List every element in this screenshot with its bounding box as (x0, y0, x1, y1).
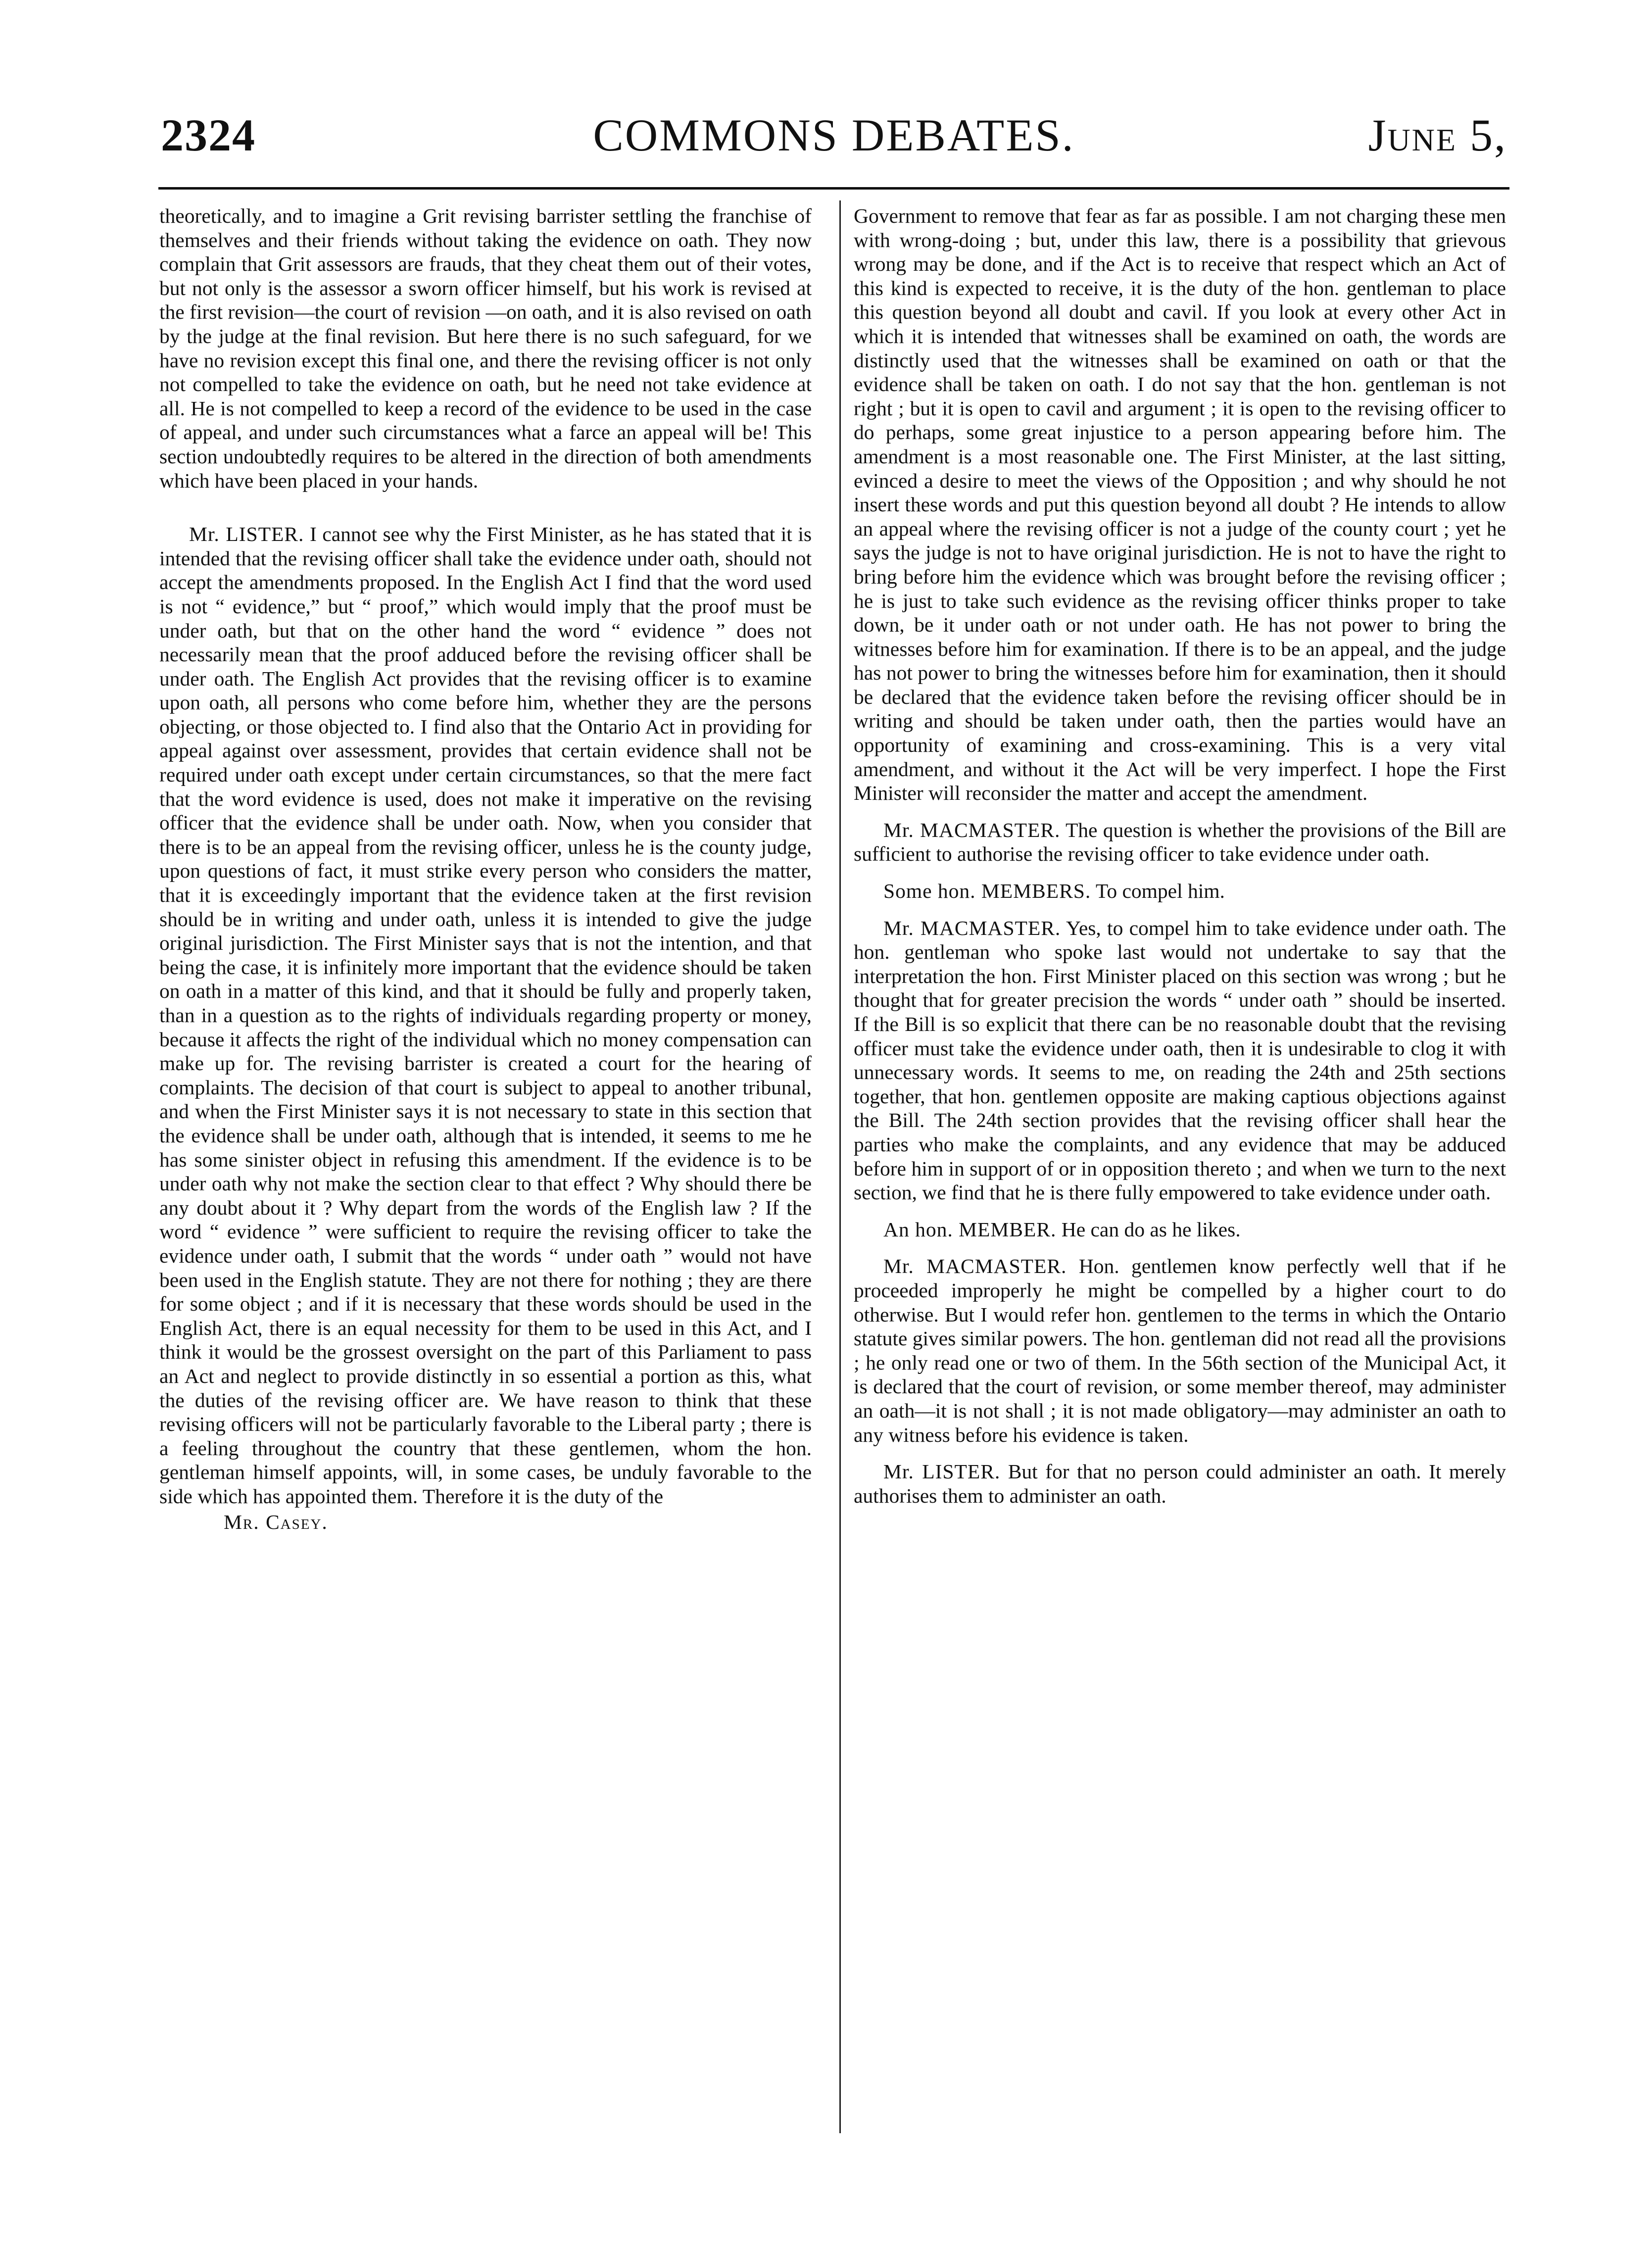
speech-lister (159, 522, 812, 1508)
catchword: Mr. Casey. (224, 1511, 328, 1534)
speaker-name: Mr. MACMASTER. (883, 818, 1061, 841)
paragraph-continued: Government to remove that fear as far as possible. I am not charging these men with wrong-doing ; but, under this law, there is a possibility that grievous wrong may be done, and if the Act is to receive that respect which an Act of this kind is expected to receive, it is the duty of the hon. gentleman to place this question beyond all doubt and cavil. If you look at every other Act in which it is intended that witnesses shall be examined on oath, the words are distinctly used that the witnesses shall be examined on oath or that the evidence shall be taken on oath. I do not say that the hon. gentleman is not right ; but it is open to cavil and argument ; it is open to the revising officer to do perhaps, some great injustice to a person appearing before him. The amendment is a most reasonable one. The First Minister, at the last sitting, evinced a desire to meet the views of the Opposition ; and why should he not insert these words and put this question beyond all doubt ? He intends to allow an appeal where the revising officer is not a judge of the county court ; yet he says the judge is not to have original jurisdiction. He is not to have the right to bring before him the evidence which was brought before the revising officer ; he is just to take such evidence as the revising officer thinks proper to take down, be it under oath or not under oath. He has not power to bring the witnesses before him for examination. If there is to be an appeal, and the judge has not power to bring the witnesses before him for examination, then it should be declared that the evidence taken before the revising officer should be in writing and should be taken under oath, then the parties would have an opportunity of examining and cross-examining. This is a very vital amendment, and without it the Act will be very imperfect. I hope the First Minister will reconsider the matter and accept the amendment. (854, 204, 1506, 805)
left-column (159, 204, 812, 1534)
header-rule (158, 187, 1509, 190)
speech-lister (854, 1460, 1506, 1508)
speaker-name: Some hon. MEMBERS. (883, 880, 1091, 903)
paragraph-continued: theoretically, and to imagine a Grit revising barrister settling the franchise of themselves and their friends without taking the evidence on oath. They now complain that Grit assessors are frauds, that they cheat them out of their votes, but not only is the assessor a sworn officer himself, but his work is revised at the first revision—the court of revision —on oath, and it is also revised on oath by the judge at the final revision. But here there is no such safeguard, for we have no revision except this final one, and there the revising officer is not only not compelled to take the evidence on oath, but he need not take evidence at all. He is not compelled to keep a record of the evidence to be used in the case of appeal, and under such circumstances what a farce an appeal will be! This section undoubtedly requires to be altered in the direction of both amendments which have been placed in your hands. (159, 204, 812, 492)
speech-macmaster (854, 818, 1506, 866)
speech-member (854, 1218, 1506, 1242)
speaker-name: An hon. MEMBER. (883, 1218, 1057, 1241)
right-column (854, 204, 1506, 1508)
speech-text: But for that no person could administer an oath. It merely authorises them to administer an oath. (854, 1460, 1506, 1507)
speaker-name: Mr. LISTER. (883, 1460, 1001, 1483)
speech-text: To compel him. (1095, 880, 1225, 903)
speaker-name: Mr. MACMASTER. (883, 1255, 1067, 1278)
speaker-name: Mr. MACMASTER. (883, 916, 1061, 939)
page-number: 2324 (161, 110, 256, 160)
speech-members (854, 879, 1506, 903)
page-date: June 5, (1368, 110, 1507, 160)
speech-text: The question is whether the provisions of the Bill are sufficient to authorise the revising officer to take evidence under oath. (854, 818, 1506, 866)
speech-macmaster (854, 1254, 1506, 1447)
speech-text: Hon. gentlemen know perfectly well that if he proceeded improperly he might be compelled by a higher court to do otherwise. But I would refer hon. gentlemen to the terms in which the Ontario statute gives similar powers. The hon. gentleman did not read all the provisions ; he only read one or two of them. In the 56th section of the Municipal Act, it is declared that the court of revision, or some member thereof, may administer an oath—it is not shall ; it is not made obligatory—may administer an oath to any witness before his evidence is taken. (854, 1255, 1506, 1446)
speech-text: I cannot see why the First Minister, as he has stated that it is intended that the revising officer shall take the evidence under oath, should not accept the amendments proposed. In the English Act I find that the word used is not “ evidence,” but “ proof,” which would imply that the proof must be under oath, but that on the other hand the word “ evidence ” does not necessarily mean that the proof adduced before the revising officer shall be under oath. The English Act provides that the revising officer is to examine upon oath, all persons who come before him, whether they are the persons objecting, or those objected to. I find also that the Ontario Act in providing for appeal against over assessment, provides that certain evidence shall not be required under oath except under certain circumstances, so that the mere fact that the word evidence is used, does not make it imperative on the revising officer that the evidence shall be under oath. Now, when you consider that there is to be an appeal from the revising officer, unless he is the county judge, upon questions of fact, it must strike every person who considers the matter, that it is exceedingly important that the evidence taken at the first revision should be in writing and under oath, unless it is intended to give the judge original jurisdiction. The First Minister says that is not the intention, and that being the case, it is infinitely more important that the evidence should be taken on oath in a matter of this kind, and that it should be fully and properly taken, than in a question as to the rights of individuals regarding property or money, because it affects the right of the individual which no money compensation can make up for. The revising barrister is created a court for the hearing of complaints. The decision of that court is subject to appeal to another tribunal, and when the First Minister says it is not necessary to state in this section that the evidence shall be under oath, although that is intended, it seems to me he has some sinister object in refusing this amendment. If the evidence is to be under oath why not make the section clear to that effect ? Why should there be any doubt about it ? Why depart from the words of the English law ? If the word “ evidence ” were sufficient to require the revising officer to take the evidence under oath, I submit that the words “ under oath ” would not have been used in the English statute. They are not there for nothing ; they are there for some object ; and if it is necessary that these words should be used in the English Act, there is an equal necessity for them to be used in this Act, and I think it would be the grossest oversight on the part of this Parliament to pass an Act and neglect to provide distinctly in so essential a portion as this, what the duties of the revising officer are. We have reason to think that these revising officers will not be particularly favorable to the Liberal party ; there is a feeling throughout the country that these gentlemen, whom the hon. gentleman himself appoints, will, in some cases, be unduly favorable to the side which has appointed them. Therefore it is the duty of the (159, 523, 812, 1508)
page-header (161, 109, 1507, 168)
speaker-name: Mr. LISTER. (189, 523, 304, 546)
publication-title: COMMONS DEBATES. (593, 110, 1075, 160)
speech-text: He can do as he likes. (1061, 1218, 1241, 1241)
speech-text: Yes, to compel him to take evidence under oath. The hon. gentleman who spoke last would not undertake to say that the interpretation the hon. First Minister placed on this section was wrong ; but he thought that for greater precision the words “ under oath ” should be inserted. If the Bill is so explicit that there can be no reasonable doubt that the revising officer must take the evidence under oath, then it is undesirable to clog it with unnecessary words. It seems to me, on reading the 24th and 25th sections together, that hon. gentlemen opposite are making captious objections against the Bill. The 24th section provides that the revising officer shall hear the parties who make the complaints, and any evidence that may be adduced before him in support of or in opposition thereto ; and when we turn to the next section, we find that he is there fully empowered to take evidence under oath. (854, 916, 1506, 1204)
speech-macmaster (854, 916, 1506, 1205)
column-divider (839, 200, 841, 2133)
